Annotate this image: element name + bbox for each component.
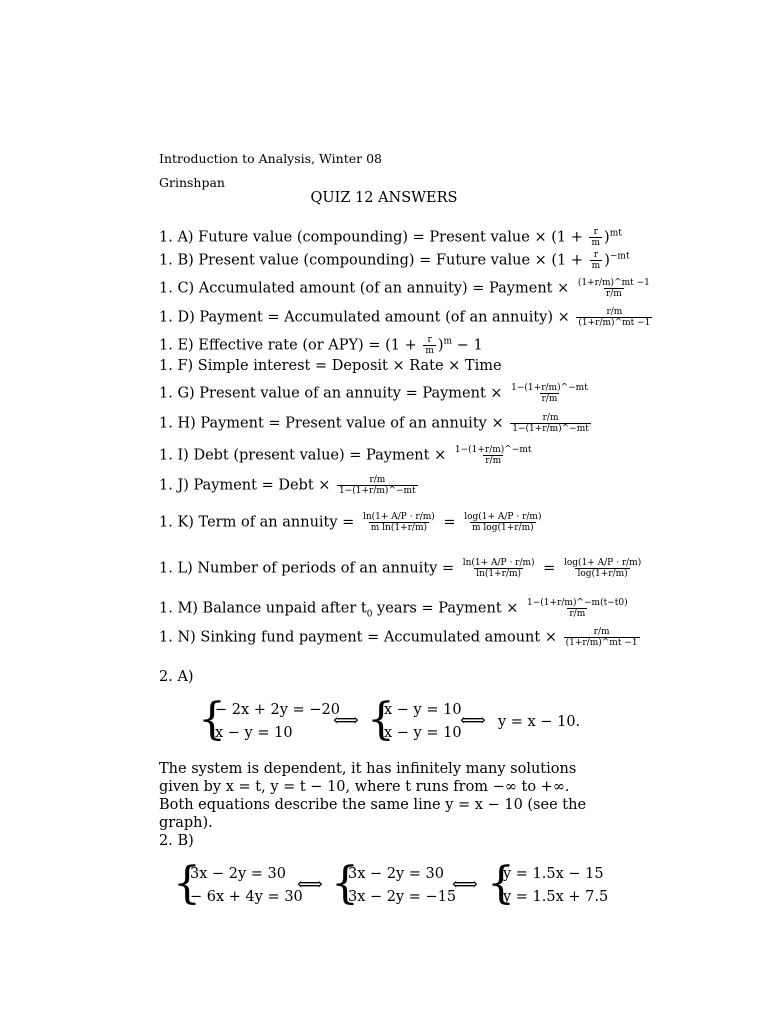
answer-1b: 1. B) Present value (compounding) = Future value × (1 + $\frac{r}{m}$ )$^{-mt}$ (159, 250, 630, 271)
answer-1k: 1. K) Term of an annuity = $\frac{\ln(1+ A/P \cdot r/m)}{\text{m ln(1+r/m)}}$ = $\frac{\log(1+ A/P \cdot r/m)}{\text{m log(1+r/m)}}$ (159, 512, 542, 533)
system-2b-slope-form: y = 1.5x − 15 y = 1.5x + 7.5 (503, 866, 609, 905)
left-brace: { (367, 694, 395, 745)
answer-1g: 1. G) Present value of an annuity = Payment × $\frac{1-(1+r/m)\^{}-mt}{r/m}$ (159, 383, 588, 404)
answer-1m: 1. M) Balance unpaid after $t_0$ years = Payment × $\frac{1-(1+r/m)\^{}-m(t-t0)}{r/m}$ (159, 598, 628, 620)
left-brace: { (173, 858, 201, 909)
equivalence-arrow: ⟺ (452, 874, 478, 895)
section-2b-label: 2. B) (159, 833, 194, 849)
equivalence-arrow: ⟺ (333, 710, 359, 731)
author-name: Grinshpan (159, 175, 225, 190)
answer-1i: 1. I) Debt (present value) = Payment × $\frac{1-(1+r/m)\^{}-mt}{r/m}$ (159, 445, 532, 466)
answer-1f: 1. F) Simple interest = Deposit × Rate × Time (159, 358, 502, 374)
course-heading: Introduction to Analysis, Winter 08 (159, 151, 382, 166)
answer-1e: 1. E) Effective rate (or APY) = (1 + $\frac{r}{m}$ )$^m$ − 1 (159, 335, 483, 356)
explanation-2a: The system is dependent, it has infinitely many solutions given by x = t, y = t − 10, where t runs from −∞ to +∞. Both equations describe the same line y = x − 10 (see the graph). (159, 761, 587, 831)
left-brace: { (198, 694, 226, 745)
system-2b-original: 3x − 2y = 30 − 6x + 4y = 30 (190, 866, 303, 905)
equivalence-arrow: ⟺ (297, 874, 323, 895)
answer-1a: 1. A) Future value (compounding) = Present value × (1 + $\frac{r}{m}$ )$^{mt}$ (159, 227, 622, 248)
answer-1h: 1. H) Payment = Present value of an annuity × $\frac{r/m}{1-(1+r/m)\^{}-mt}$ (159, 413, 589, 434)
equivalence-arrow: ⟺ (460, 710, 486, 731)
left-brace: { (331, 858, 359, 909)
system-2b-simplified: 3x − 2y = 30 3x − 2y = −15 (348, 866, 457, 905)
system-2a-simplified: x − y = 10 x − y = 10 (384, 702, 462, 741)
system-2a-original: − 2x + 2y = −20 x − y = 10 (215, 702, 340, 741)
answer-1n: 1. N) Sinking fund payment = Accumulated amount × $\frac{r/m}{(1+r/m)\^{}mt -1}$ (159, 627, 638, 648)
solution-2a: y = x − 10. (498, 714, 581, 730)
page-title: QUIZ 12 ANSWERS (310, 190, 458, 206)
answer-1c: 1. C) Accumulated amount (of an annuity) = Payment × $\frac{(1+r/m)\^{}mt -1}{r/m}$ (159, 278, 650, 299)
section-2a-label: 2. A) (159, 669, 194, 685)
answer-1l: 1. L) Number of periods of an annuity = $\frac{\ln(1+ A/P \cdot r/m)}{\ln(1+r/m)}$ = $\frac{\log(1+ A/P \cdot r/m)}{\log(1+r/m)}$ (159, 558, 642, 579)
left-brace: { (487, 858, 515, 909)
answer-1j: 1. J) Payment = Debt × $\frac{r/m}{1-(1+r/m)\^{}-mt}$ (159, 475, 416, 496)
answer-1d: 1. D) Payment = Accumulated amount (of an annuity) × $\frac{r/m}{(1+r/m)\^{}mt -1}$ (159, 307, 651, 328)
